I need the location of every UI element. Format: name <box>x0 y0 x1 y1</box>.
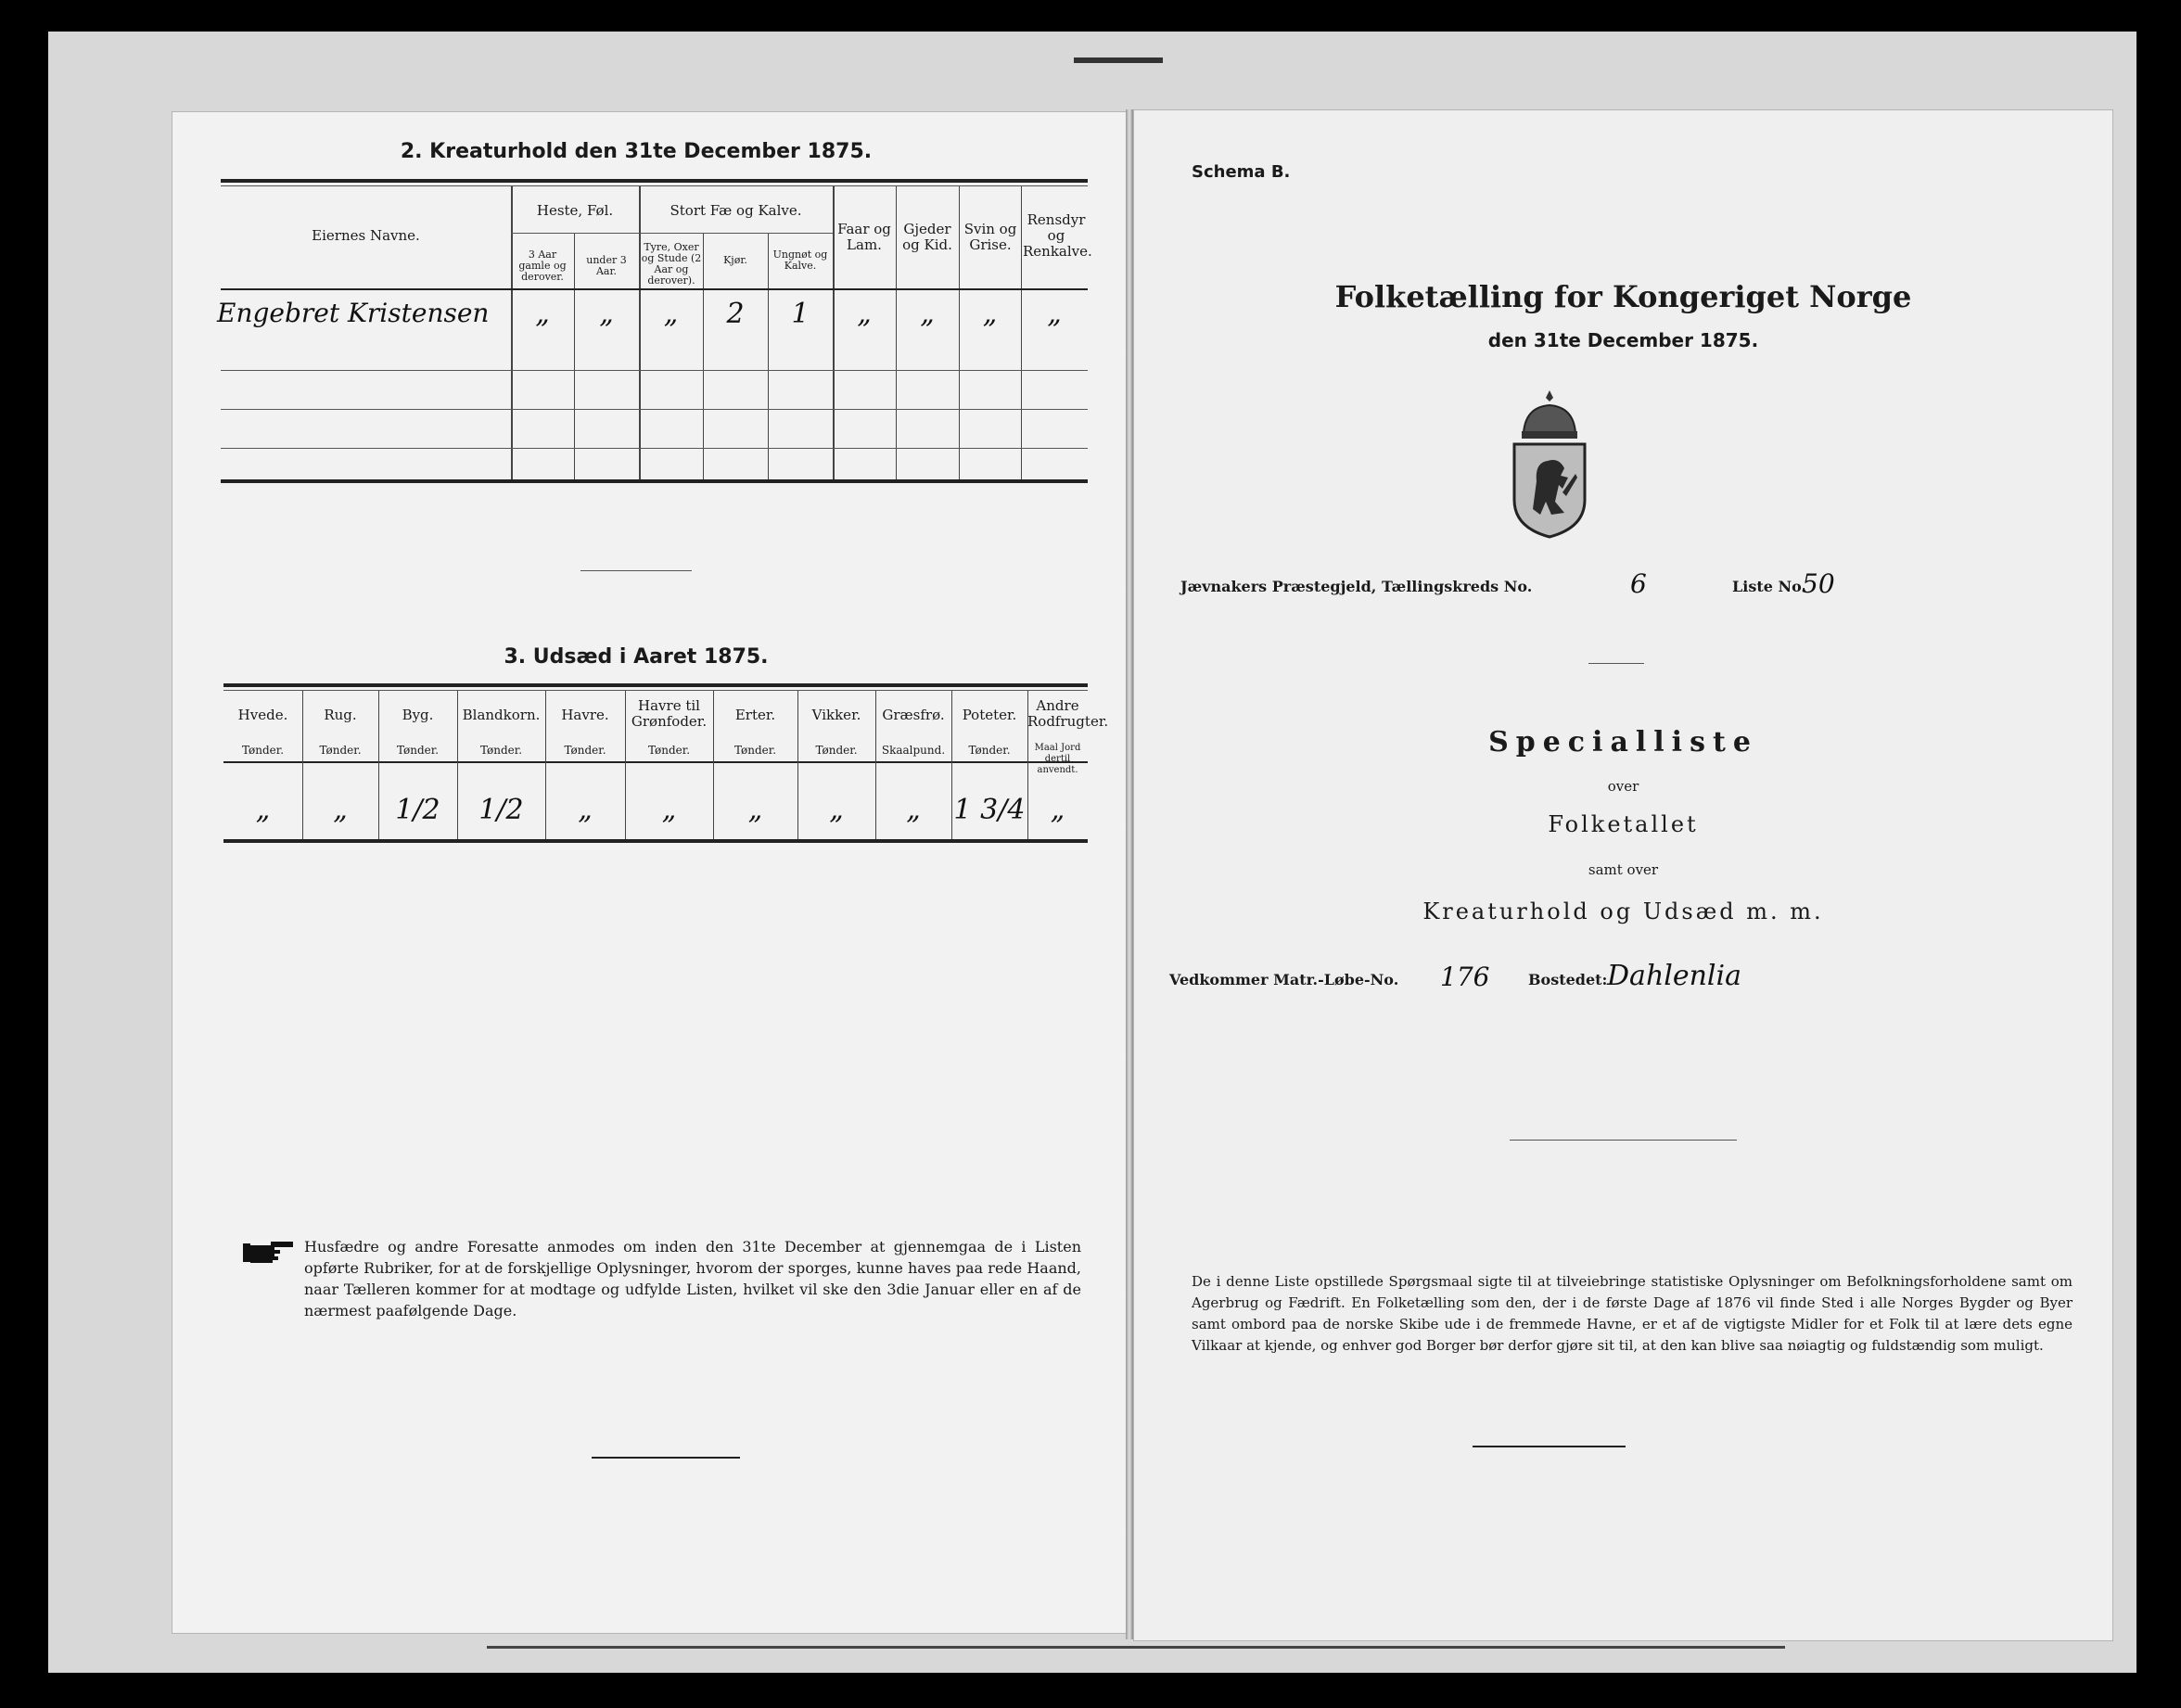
cattle-header: Stort Fæ og Kalve. <box>670 202 802 219</box>
short-rule <box>1588 663 1644 664</box>
livestock-cell: „ <box>1047 298 1062 330</box>
district-number: 6 <box>1630 568 1647 599</box>
pigs-header: Svin og Grise. <box>963 221 1017 253</box>
sowing-col-name: Græsfrø. <box>882 707 945 723</box>
sowing-col-unit: Tønder. <box>968 744 1011 757</box>
sowing-col-unit: Skaalpund. <box>881 744 946 757</box>
sowing-heading: 3. Udsæd i Aaret 1875. <box>504 645 769 669</box>
sowing-col-name: Hvede. <box>237 707 288 723</box>
sowing-col-name: Rug. <box>324 707 357 723</box>
list-number: 50 <box>1802 568 1835 599</box>
folketallet-text: Folketallet <box>1548 811 1699 837</box>
bulls-header: Tyre, Oxer og Stude (2 Aar og derover). <box>641 241 702 287</box>
col-divider <box>896 186 897 481</box>
bosted-value: Dahlenlia <box>1607 960 1742 992</box>
sowing-col-name: Vikker. <box>811 707 861 723</box>
sowing-col-unit: Tønder. <box>319 744 362 757</box>
sowing-header-rule <box>223 761 1088 763</box>
livestock-cell: „ <box>920 298 935 330</box>
sowing-col-name: Havre til Grønfoder. <box>631 697 708 730</box>
table-top-rule-2 <box>221 185 1088 186</box>
sowing-value: „ <box>661 794 677 826</box>
sowing-top-rule-2 <box>223 690 1088 691</box>
pointing-hand-icon <box>243 1238 295 1266</box>
sowing-col-unit: Tønder. <box>815 744 858 757</box>
matr-number: 176 <box>1440 962 1490 992</box>
end-rule <box>592 1457 740 1459</box>
sowing-col-unit: Tønder. <box>647 744 691 757</box>
right-page <box>1133 109 2113 1641</box>
col-divider <box>574 233 575 481</box>
horses-young-header: under 3 Aar. <box>586 254 627 277</box>
livestock-cell: „ <box>663 298 679 330</box>
cows-header: Kjør. <box>723 254 747 266</box>
schema-label: Schema B. <box>1192 162 1291 182</box>
col-divider <box>959 186 960 481</box>
goats-header: Gjeder og Kid. <box>902 221 952 253</box>
sowing-col-unit: Tønder. <box>479 744 523 757</box>
sowing-value: „ <box>255 794 271 826</box>
notice-text: Husfædre og andre Foresatte anmodes om inden den 31te December at gjennemgaa de i Listen opførte Rubriker, for at de forskjellige Oplysninger, hvorom der sporges, kunne haves paa rede Haand, naar Tælleren kommer for at modtage og udfylde Listen, hvilket vil ske den 3die Januar eller en af de nærmest paafølgende Dage. <box>304 1238 1081 1319</box>
bosted-label: Bostedet: <box>1528 971 1608 988</box>
sowing-value: „ <box>829 794 844 826</box>
table-top-rule <box>221 179 1088 183</box>
sowing-col-name: Byg. <box>402 707 434 723</box>
sowing-value: „ <box>747 794 763 826</box>
page-fold <box>1126 109 1133 1639</box>
livestock-cell: „ <box>535 298 550 330</box>
sowing-value: 1 3/4 <box>953 794 1026 826</box>
sowing-col-name: Havre. <box>561 707 609 723</box>
sowing-col-name: Poteter. <box>962 707 1017 723</box>
row-rule <box>221 409 1088 410</box>
table-bottom-rule <box>221 479 1088 483</box>
parish-label: Jævnakers Præstegjeld, Tællingskreds No. <box>1180 578 1533 595</box>
section-divider <box>580 570 692 571</box>
young-cattle-header: Ungnøt og Kalve. <box>772 249 828 272</box>
sowing-col-name: Andre Rodfrugter. <box>1027 697 1109 730</box>
sowing-col-unit: Tønder. <box>733 744 777 757</box>
sowing-value: „ <box>333 794 348 826</box>
livestock-cell: „ <box>857 298 872 330</box>
scan-bottom-line <box>487 1646 1785 1649</box>
kreaturhold-text: Kreaturhold og Udsæd m. m. <box>1422 899 1824 924</box>
header-bottom-rule <box>221 288 1088 290</box>
sowing-col-unit: Tønder. <box>241 744 285 757</box>
sowing-value: „ <box>1050 794 1065 826</box>
list-label: Liste No. <box>1732 578 1807 595</box>
sowing-col-name: Blandkorn. <box>462 707 541 723</box>
sowing-top-rule <box>223 683 1088 687</box>
reindeer-header: Rensdyr og Renkalve. <box>1023 211 1092 260</box>
col-divider <box>1021 186 1022 481</box>
livestock-cell: „ <box>982 298 998 330</box>
sowing-value: „ <box>578 794 593 826</box>
scan-top-mark <box>1074 57 1163 63</box>
sowing-value: 1/2 <box>395 794 440 826</box>
livestock-cell: 1 <box>791 298 810 330</box>
horses-header: Heste, Føl. <box>536 202 614 219</box>
sowing-col-unit: Tønder. <box>396 744 440 757</box>
sowing-value: 1/2 <box>478 794 524 826</box>
row-rule <box>221 370 1088 371</box>
col-divider <box>768 233 769 481</box>
form-subtitle: den 31te December 1875. <box>1487 329 1759 351</box>
sowing-col-name: Erter. <box>734 707 776 723</box>
info-paragraph: De i denne Liste opstillede Spørgsmaal sigte til at tilveiebringe statistiske Oplysninger om Befolkningsforholdene samt om Agerbrug og Fædrift. En Folketælling som den, der i de første Dage af 1876 vil finde Sted i alle Norges Bygder og Byer samt ombord paa de norske Skibe ude i de fremmede Havne, er et af de vigtigste Midler for et Folk til at lære dets egne Vilkaar at kjende, og enhver god Borger bør derfor gjøre sit til, at den kan blive saa nøiagtig og fuldstændig som muligt. <box>1192 1273 2073 1354</box>
col-divider <box>511 186 513 481</box>
sowing-col-unit: Maal Jord dertil anvendt. <box>1034 743 1081 775</box>
livestock-cell: „ <box>599 298 614 330</box>
horses-old-header: 3 Aar gamle og derover. <box>518 249 567 283</box>
norwegian-lion-coat-of-arms-icon <box>1507 389 1592 539</box>
col-divider <box>703 233 704 481</box>
sowing-col-unit: Tønder. <box>564 744 606 757</box>
row-rule <box>221 448 1088 449</box>
owner-name: Engebret Kristensen <box>217 298 490 328</box>
samt-over-text: samt over <box>1588 861 1659 878</box>
group-sub-rule <box>511 233 833 234</box>
form-title: Folketælling for Kongeriget Norge <box>1334 279 1912 314</box>
mid-rule <box>1510 1140 1737 1141</box>
livestock-heading: 2. Kreaturhold den 31te December 1875. <box>400 140 873 163</box>
col-divider <box>639 186 641 481</box>
special-list-title: Specialliste <box>1488 726 1758 758</box>
matr-label: Vedkommer Matr.-Løbe-No. <box>1169 971 1399 988</box>
left-page <box>172 111 1129 1634</box>
end-rule-right <box>1473 1446 1626 1447</box>
livestock-cell: 2 <box>726 298 745 330</box>
sowing-value: „ <box>906 794 921 826</box>
sowing-bottom-rule <box>223 839 1088 843</box>
over-text: over <box>1607 778 1639 795</box>
owner-header: Eiernes Navne. <box>312 227 420 244</box>
sheep-header: Faar og Lam. <box>837 221 891 253</box>
